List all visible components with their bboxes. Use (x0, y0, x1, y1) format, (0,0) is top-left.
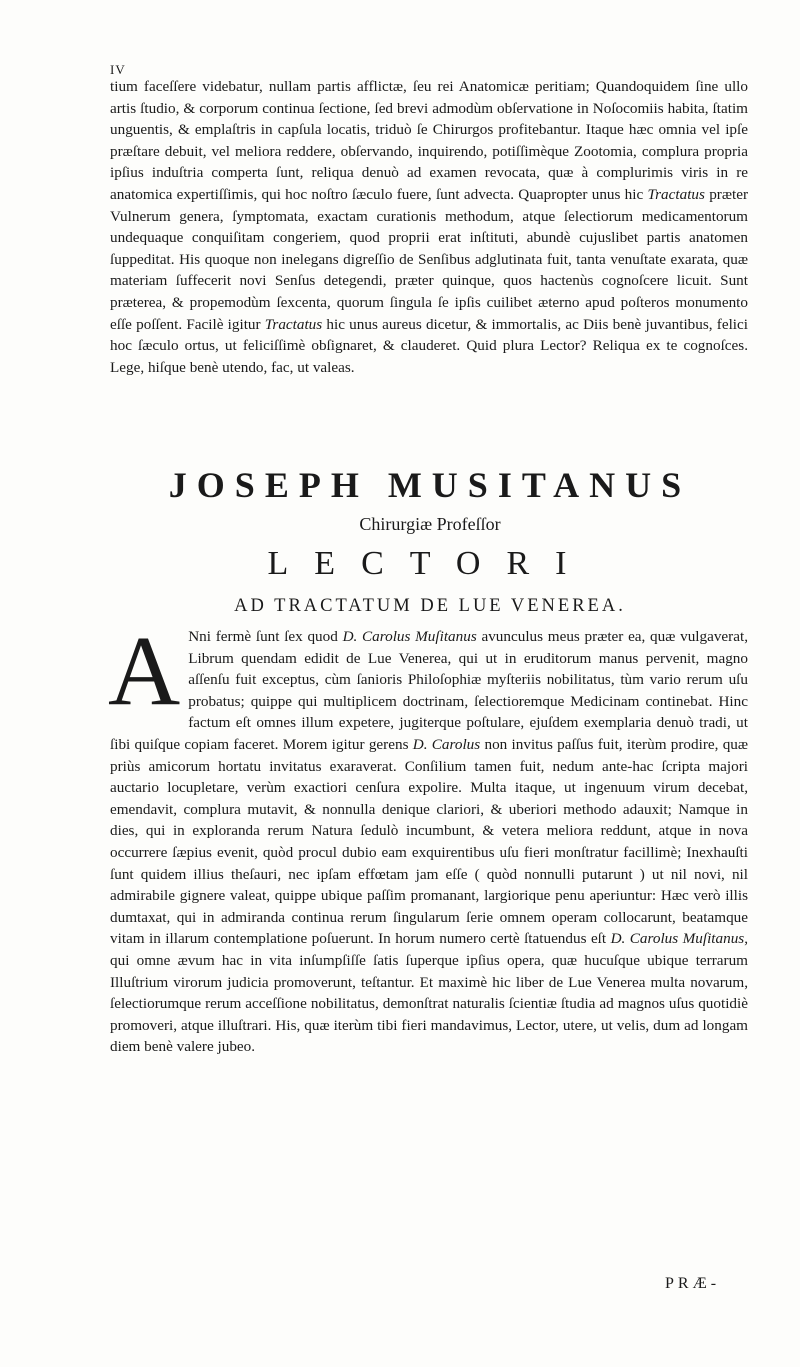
address-name-a: D. Carolus Muſitanus (342, 628, 477, 645)
preface-italic-a: Tractatus (647, 185, 705, 203)
address-text-b: avunculus meus præter ea, quæ vulgaverat, Librum quendam edidit de Lue Venerea, qui ut in eruditorum manus pervenit, magno aſſenſu fuit exceptus, cùm ſanioris Philoſophiæ myſteriis nobilitatus, tùm vario rerum uſu probatus; quippe qui multiplicem doctrinam, ſelectioremque Medicinam continebat. Hinc factum eſt omnes illum expetere, jugiterque poſtulare, ejuſdem exemplaria denuò tradi, ut ſibi quiſque copiam faceret. Morem igitur gerens (110, 628, 748, 753)
preface-text-b: præter Vulnerum genera, ſymptomata, exactam curationis methodum, atque ſelectiorum medicamentorum undequaque conquiſitam congeriem, quod proprii erat inſtituti, abundè cujuslibet partis anatomen ſuppeditat. His quoque non inelegans digreſſio de Senſibus adglutinata fuit, tanta venuſtate exarata, quæ materiam ſuffecerit novi Senſus detegendi, præter quinque, quos hactenùs cognoſcere licuit. Sunt præterea, & propemodùm ſexcenta, quorum ſingula ſe ipſis cuilibet æterno apud poſteros monumento eſſe poſſent. Facilè igitur (110, 185, 749, 333)
preface-text-a: tium faceſſere videbatur, nullam partis afflictæ, ſeu rei Anatomicæ peritiam; Quandoquidem ſine ullo artis ſtudio, & corporum continua ſectione, ſed brevi admodùm obſervatione in Noſocomiis habita, ſtatim unguentis, & emplaſtris in capſula locatis, triduò ſe Chirurgos profitebantur. Itaque hæc omnia vel ipſe præſtare debuit, vel meliora reddere, obſervando, inquirendo, potiſſimèque Zootomia, complura propria ipſius induſtria comperta ſunt, reliqua denuò ad examen revocata, quæ à complurimis viris in re anatomica expertiſſimis, qui hoc noſtro ſæculo fuere, ſunt advecta. Quapropter unus hic (110, 78, 748, 203)
drop-cap: A (108, 615, 181, 726)
lectori-heading: LECTORI (267, 545, 593, 582)
address-name-c: D. Carolus Muſitanus (610, 930, 745, 948)
preface-paragraph (110, 76, 748, 378)
address-text-c: non invitus paſſus fuit, iterùm prodire, quæ priùs amicorum hortatu invitatus exaraverat. Conſilium tamen fuit, nedum ante-hac ſcripta majori auctario locupletare, verùm exactiori cenſura expolire. Multa itaque, ut ingenuum virum decebat, emendavit, complura mutavit, & nonnulla denique clariori, & uberiori methodo adauxit; Namque in dies, qui in exploranda rerum Natura ſedulò incumbunt, & vetera meliora reddunt, atque in nova occurrere ſæpius evenit, quòd procul dubio eam exquirentibus uſu fieri monſtratur facillimè; Inexhauſti ſunt quidem illius theſauri, nec ipſam effœtam jam eſſe ( quòd nonnulli putarunt ) ut nil novi, nil admirabile gignere valeat, quippe ubique paſſim promanant, largiorique penu aperiuntur: Hæc verò illis dumtaxat, qui in admiranda continua rerum ſingularum ſerie omnem operam collocarunt, beatamque vitam in illarum contemplatione poſuerunt. In horum numero certè ſtatuendus eſt (110, 735, 749, 948)
address-text-d: , qui omne ævum hac in vita inſumpſiſſe ſatis ſuperque ipſius opera, quæ hucuſque ubique terrarum Illuſtrium virorum judicia promoverunt, teſtantur. Et maximè hic liber de Lue Venerea multa novarum, ſelectiorumque rerum acceſſione nobilitatus, demonſtrat naturalis ſcientiæ ſtudia ad magnos uſus quotidiè promoveri, atque illuſtrari. His, quæ iterùm tibi fieri mandavimus, Lector, utere, ut velis, dum ad longam diem benè valere jubeo. (110, 930, 749, 1056)
preface-italic-b: Tractatus (264, 315, 323, 333)
tractatum-heading: AD TRACTATUM DE LUE VENEREA. (234, 596, 626, 616)
page-number: IV (110, 62, 126, 77)
author-heading: JOSEPH MUSITANUS (168, 465, 692, 505)
address-paragraph (108, 615, 749, 1058)
address-text-a: Nni fermè ſunt ſex quod (188, 628, 338, 645)
preface-text-c: hic unus aureus dicetur, & immortalis, ac Diis benè juvantibus, felici hoc ſæculo ortus, ut feliciſſimè obſignaret, & clauderet. Quid plura Lector? Reliqua ex te cognoſces. Lege, hiſque benè utendo, fac, ut valeas. (110, 315, 748, 376)
catchword: PRÆ- (665, 1275, 721, 1292)
author-role: Chirurgiæ Profeſſor (359, 514, 501, 534)
address-name-b: D. Carolus (412, 735, 481, 753)
